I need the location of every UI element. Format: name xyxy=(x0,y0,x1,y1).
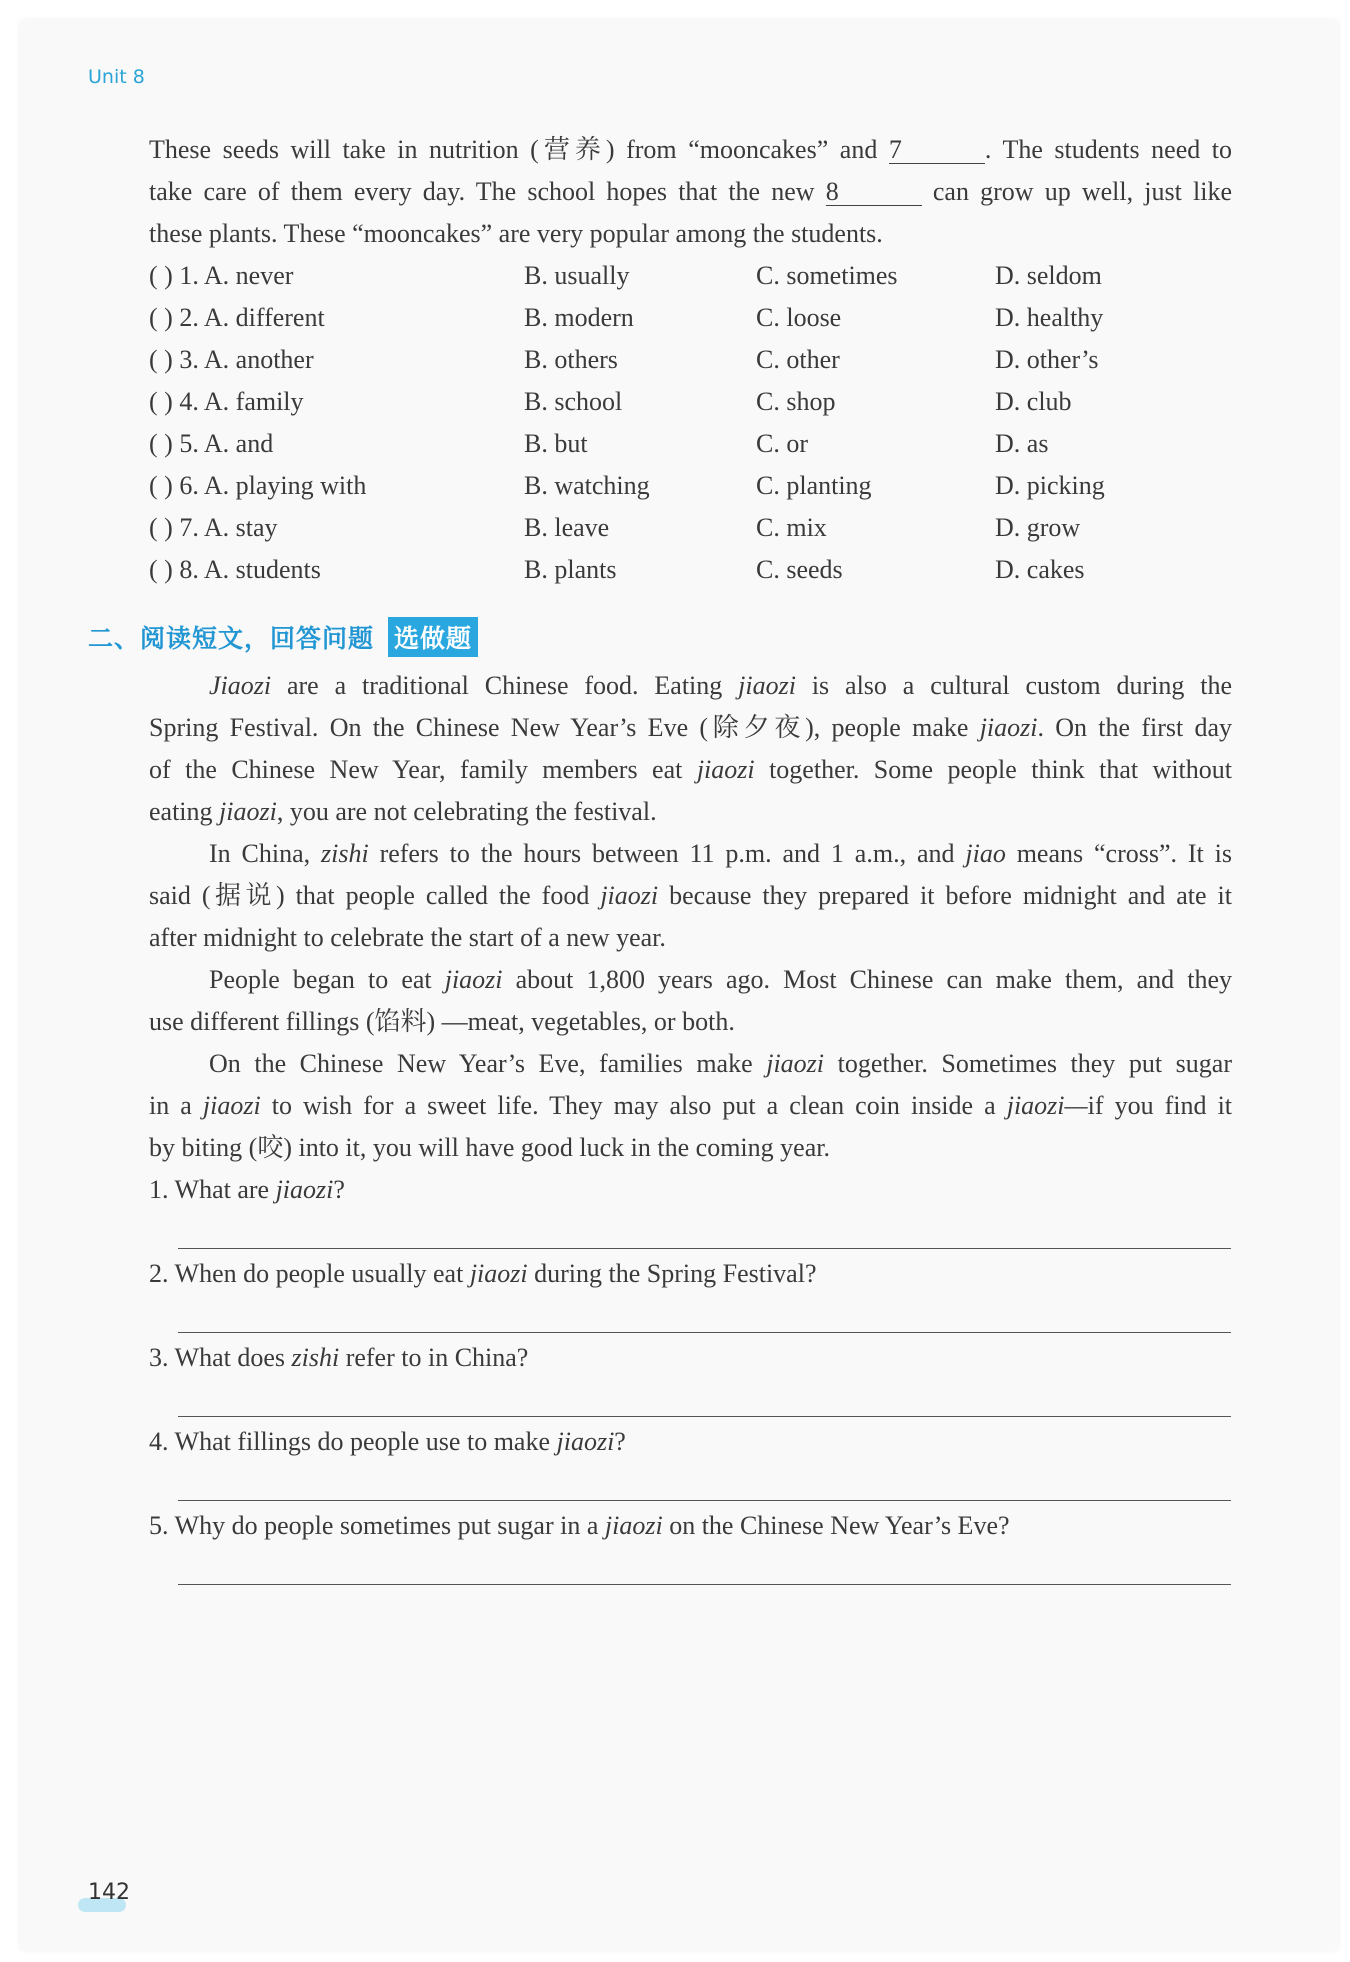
question-5: 5. Why do people sometimes put sugar in a jiaozi on the Chinese New Year’s Eve? xyxy=(149,1511,1010,1540)
answer-line-5[interactable] xyxy=(178,1584,1231,1585)
choice-d: D. other’s xyxy=(995,345,1099,374)
choice-c: C. planting xyxy=(756,471,872,500)
choice-a: ( ) 1. A. never xyxy=(149,261,294,290)
choice-d: D. grow xyxy=(995,513,1081,542)
choice-b: B. school xyxy=(524,387,623,416)
choice-d: D. as xyxy=(995,429,1049,458)
passage-line-3: these plants. These “mooncakes” are very popular among the students. xyxy=(149,219,883,248)
choice-c: C. mix xyxy=(756,513,827,542)
choice-d: D. cakes xyxy=(995,555,1085,584)
reading-p1-line-1: Jiaozi are a traditional Chinese food. Eating jiaozi is also a cultural custom during the xyxy=(209,671,1232,700)
choice-a: ( ) 4. A. family xyxy=(149,387,304,416)
choice-b: B. others xyxy=(524,345,618,374)
choice-a: ( ) 6. A. playing with xyxy=(149,471,367,500)
choice-a: ( ) 8. A. students xyxy=(149,555,321,584)
choice-a: ( ) 3. A. another xyxy=(149,345,314,374)
question-1: 1. What are jiaozi? xyxy=(149,1175,345,1204)
answer-line-1[interactable] xyxy=(178,1248,1231,1249)
choice-c: C. or xyxy=(756,429,808,458)
choice-b: B. leave xyxy=(524,513,610,542)
choice-c: C. shop xyxy=(756,387,836,416)
choice-a: ( ) 7. A. stay xyxy=(149,513,278,542)
reading-p1-line-3: of the Chinese New Year, family members eat jiaozi together. Some people think that without xyxy=(149,755,1233,784)
choice-c: C. other xyxy=(756,345,840,374)
question-4: 4. What fillings do people use to make jiaozi? xyxy=(149,1427,626,1456)
reading-p1-line-4: eating jiaozi, you are not celebrating the festival. xyxy=(149,797,657,826)
question-2: 2. When do people usually eat jiaozi during the Spring Festival? xyxy=(149,1259,817,1288)
choice-d: D. picking xyxy=(995,471,1105,500)
passage-line-1: These seeds will take in nutrition (营养) from “mooncakes” and 7 . The students need to xyxy=(149,135,1233,164)
choice-b: B. usually xyxy=(524,261,630,290)
choice-c: C. sometimes xyxy=(756,261,898,290)
reading-p2-line-3: after midnight to celebrate the start of a new year. xyxy=(149,923,666,952)
reading-p4-line-1: On the Chinese New Year’s Eve, families make jiaozi together. Sometimes they put sugar xyxy=(209,1049,1232,1078)
blank-8: 8 xyxy=(826,179,922,206)
choice-d: D. healthy xyxy=(995,303,1104,332)
choice-c: C. loose xyxy=(756,303,842,332)
page-number: 142 xyxy=(88,1880,130,1905)
reading-p2-line-1: In China, zishi refers to the hours between 11 p.m. and 1 a.m., and jiao means “cross”. It is xyxy=(209,839,1232,868)
optional-tag: 选做题 xyxy=(388,617,478,657)
choice-b: B. but xyxy=(524,429,588,458)
reading-p2-line-2: said (据说) that people called the food jiaozi because they prepared it before midnight and ate it xyxy=(149,881,1232,910)
reading-p1-line-2: Spring Festival. On the Chinese New Year’s Eve (除夕夜), people make jiaozi. On the first day xyxy=(149,713,1233,742)
section-heading: 二、阅读短文，回答问题 选做题 xyxy=(88,617,478,657)
choice-b: B. modern xyxy=(524,303,634,332)
unit-label: Unit 8 xyxy=(88,66,145,88)
choice-c: C. seeds xyxy=(756,555,843,584)
choice-d: D. seldom xyxy=(995,261,1102,290)
choice-a: ( ) 2. A. different xyxy=(149,303,325,332)
reading-p4-line-2: in a jiaozi to wish for a sweet life. They may also put a clean coin inside a jiaozi—if you find it xyxy=(149,1091,1233,1120)
choice-b: B. plants xyxy=(524,555,617,584)
reading-p3-line-1: People began to eat jiaozi about 1,800 years ago. Most Chinese can make them, and they xyxy=(209,965,1233,994)
answer-line-2[interactable] xyxy=(178,1332,1231,1333)
passage-line-2: take care of them every day. The school hopes that the new 8 can grow up well, just like xyxy=(149,177,1232,206)
reading-p4-line-3: by biting (咬) into it, you will have good luck in the coming year. xyxy=(149,1133,830,1162)
choice-a: ( ) 5. A. and xyxy=(149,429,274,458)
answer-line-3[interactable] xyxy=(178,1416,1231,1417)
blank-7: 7 xyxy=(889,137,985,164)
answer-line-4[interactable] xyxy=(178,1500,1231,1501)
choice-b: B. watching xyxy=(524,471,650,500)
question-3: 3. What does zishi refer to in China? xyxy=(149,1343,529,1372)
choice-d: D. club xyxy=(995,387,1072,416)
reading-p3-line-2: use different fillings (馅料) —meat, vegetables, or both. xyxy=(149,1007,735,1036)
